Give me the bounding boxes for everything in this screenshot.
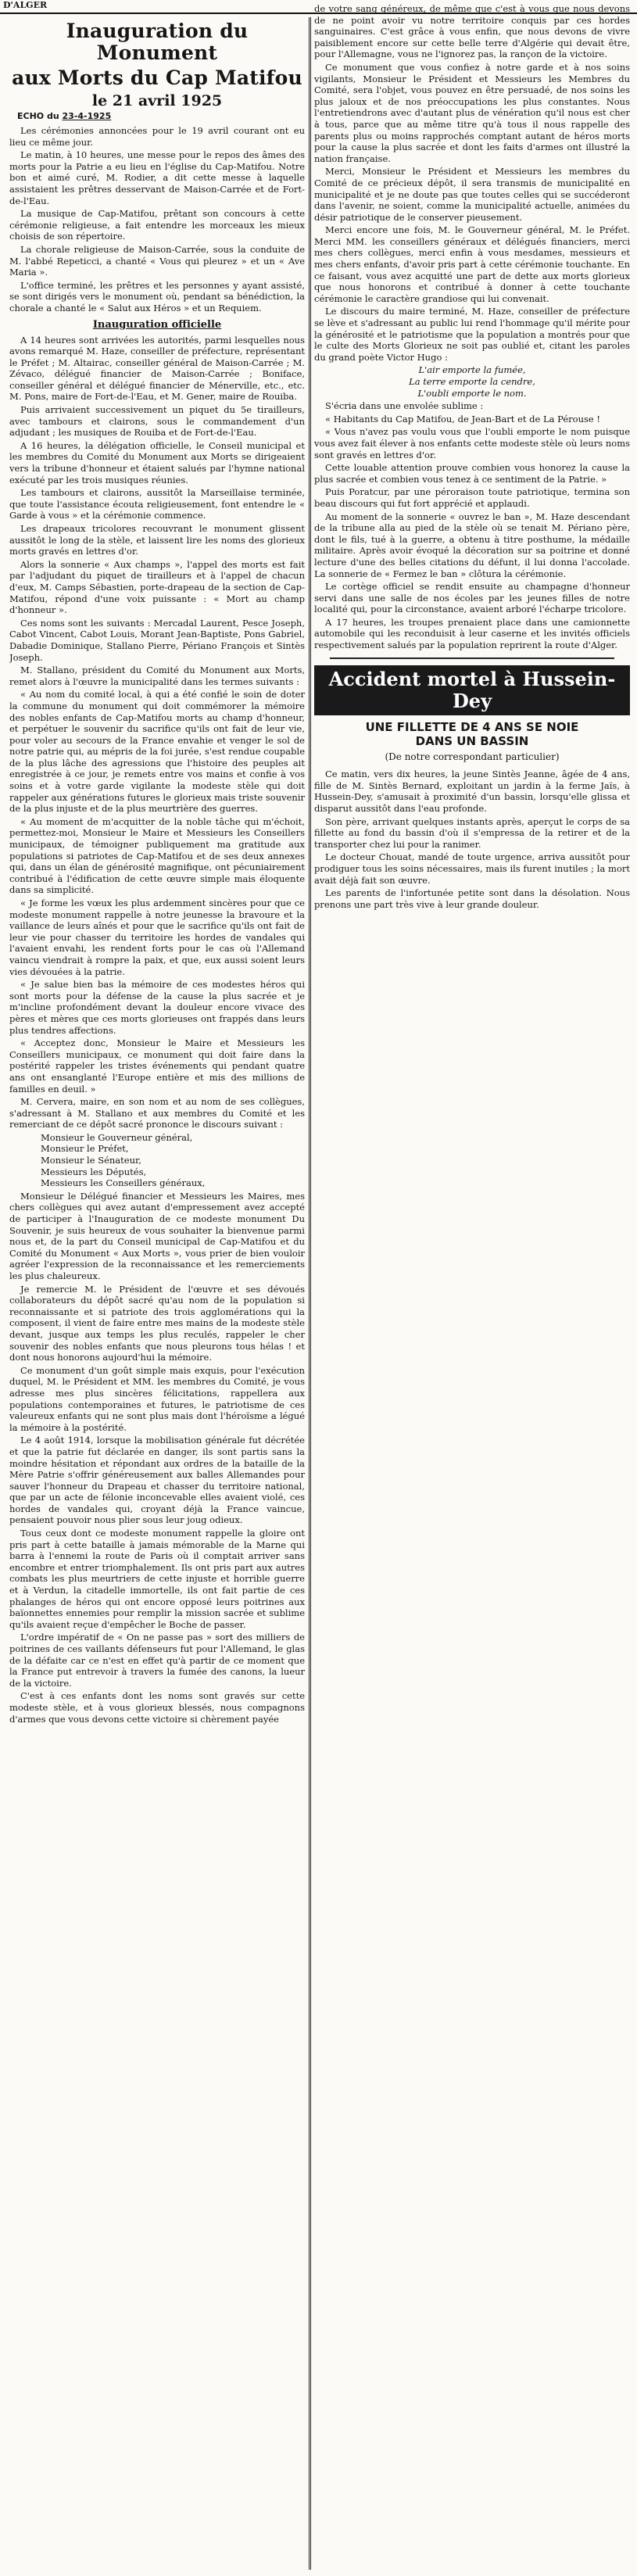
list-item: Messieurs les Conseillers généraux, — [41, 1177, 206, 1189]
paragraph: Ces noms sont les suivants : Mercadal Laurent, Pesce Joseph, Cabot Vincent, Cabot Louis, Morant Jean-Baptiste, Pons Gabriel, Dabadie Dominique, Stallano Pierre, Périano François et Sintès Joseph. — [9, 617, 305, 663]
paragraph: « Je forme les vœux les plus ardemment sincères pour que ce modeste monument rappelle à notre jeunesse la bravoure et la vaillance de leurs aînés et pour que le sacrifice qu'ils ont fait de leur vie pour chasser du territoire les hordes de vandales qui l'avaient envahi, les rendent forts pour le cas où l'Allemand vaincu viendrait à rompre la paix, et que, eux aussi soient leurs vies dévouées à la patrie. — [9, 897, 305, 977]
echo-date: 23-4-1925 — [62, 111, 112, 121]
paragraph: Le cortège officiel se rendit ensuite au champagne d'honneur servi dans une salle de nos écoles par les jeunes filles de notre localité qui, pour la circonstance, avaient arboré l'écharpe tricolore. — [314, 581, 630, 615]
paragraph: Ce matin, vers dix heures, la jeune Sintès Jeanne, âgée de 4 ans, fille de M. Sintès Bernard, exploitant un jardin à la ferme Jaïs, à Hussein-Dey, s'amusait à proximité d'un bassin, lorsqu'elle glissa et disparut aussitôt dans l'eau profonde. — [314, 769, 630, 815]
paragraph: Merci, Monsieur le Président et Messieurs les membres du Comité de ce précieux dépôt, il sera transmis de municipalité en municipalité et je ne doute pas que toutes celles qui se succéderont dans l'avenir, ne soient, comme la municipalité actuelle, animées du désir patriotique de le conserver pieusement. — [314, 166, 630, 223]
paragraph: Ce monument d'un goût simple mais exquis, pour l'exécution duquel, M. le Président et MM. les membres du Comité, je vous adresse mes plus sincères félicitations, rappellera aux populations contemporaines et futures, le patriotisme de ces valeureux enfants qui ne sont plus mais dont l'héroïsme a légué la mémoire à la postérité. — [9, 1364, 305, 1433]
paragraph: Au moment de la sonnerie « ouvrez le ban », M. Haze descendant de la tribune alla au pied de la stèle où se tenait M. Périano père, dont le fils, tué à la guerre, a obtenu à titre posthume, la médaille militaire. Après avoir évoqué la décoration sur sa poitrine et donné lecture d'une des belles citations du défunt, il lui donna l'accolade. La sonnerie de « Fermez le ban » clôtura la cérémonie. — [314, 511, 630, 579]
echo-source — [17, 111, 305, 122]
paragraph: L'office terminé, les prêtres et les personnes y ayant assisté, se sont dirigés vers le monument où, pendant sa bénédiction, la chorale a chanté le « Salut aux Héros » et un Requiem. — [9, 279, 305, 313]
paragraph: de votre sang généreux, de même que c'est à vous que nous devons de ne point avoir vu notre territoire conquis par ces hordes sanguinaires. C'est grâce à vous enfin, que nous devons de vivre paisiblement encore sur cette belle terre d'Algérie qui devait être, pour l'Allemagne, vous ne l'ignorez pas, la rançon de la victoire. — [314, 3, 630, 60]
correspondent-credit: (De notre correspondant particulier) — [385, 751, 560, 762]
article-dateline: le 21 avril 1925 — [91, 92, 223, 109]
masthead: D'ALGER — [0, 0, 637, 14]
section-subheading: Inauguration officielle — [92, 318, 222, 331]
paragraph: A 14 heures sont arrivées les autorités, parmi lesquelles nous avons remarqué M. Haze, conseiller de préfecture, représentant le Préfet ; M. Altairac, conseiller général de Maison-Carrée ; M. Zévaco, délégué financier de Maison-Carrée ; Boniface, conseiller général et délégué financier de Ménerville, etc., etc. M. Pons, maire de Fort-de-l'Eau, et M. Gener, maire de Rouiba. — [9, 334, 305, 403]
paragraph: L'ordre impératif de « On ne passe pas » sort des milliers de poitrines de ces vaillants défenseurs fut pour l'Allemand, le glas de la défaite car ce n'est en effet qu'à partir de ce moment que la France put entrevoir à travers la fumée des canons, la lueur de la victoire. — [9, 1632, 305, 1689]
paragraph: « Au nom du comité local, à qui a été confié le soin de doter la commune du monument qui doit commémorer la mémoire des nobles enfants de Cap-Matifou morts au champ d'honneur, et perpétuer le souvenir du sacrifice qu'ils ont fait de leur vie, pour voler au secours de la France envahie et venger le sol de notre patrie qui, au mépris de la foi jurée, s'est rendue coupable de la plus lâche des agressions que l'histoire des peuples ait enregistrée à ce jour, je remets entre vos mains et confie à vos soins et à votre garde vigilante la modeste stèle qui doit rappeler aux générations futures le glorieux mais triste souvenir de la plus injuste et de la plus meurtrière des guerres. — [9, 689, 305, 815]
list-item: Monsieur le Gouverneur général, — [41, 1131, 193, 1143]
paragraph: A 16 heures, la délégation officielle, le Conseil municipal et les membres du Comité du Monument aux Morts se dirigeaient vers la tribune d'honneur et étaient salués par l'hymne national exécuté par les trois musiques réunies. — [9, 439, 305, 485]
article2-kicker-line1: UNE FILLETTE DE 4 ANS SE NOIE — [365, 719, 579, 734]
paragraph: Le discours du maire terminé, M. Haze, conseiller de préfecture se lève et s'adressant au public lui rend l'hommage qu'il mérite pour la générosité et le patriotisme que la population a montrés pour que le culte des Morts Glorieux ne soit pas oublié et, citant les paroles du grand poète Victor Hugo : — [314, 306, 630, 363]
paragraph: Puis Poratcur, par une péroraison toute patriotique, termina son beau discours qui fut fort apprécié et applaudi. — [314, 486, 630, 509]
paragraph: Tous ceux dont ce modeste monument rappelle la gloire ont pris part à cette bataille à jamais mémorable de la Marne qui barra à l'ennemi la route de Paris où il comptait arriver sans encombre et entrer triomphalement. Ils ont pris part aux autres combats les plus meurtriers de cette injuste et horrible guerre et à Verdun, la citadelle immortelle, ils ont fait partie de ces phalanges de héros qui ont encore opposé leurs poitrines aux baïonnettes ennemies pour remplir la mission sacrée et sublime qu'ils avaient reçue d'empêcher le Boche de passer. — [9, 1528, 305, 1630]
paragraph: Le matin, à 10 heures, une messe pour le repos des âmes des morts pour la Patrie a eu lieu en l'église du Cap-Matifou. Notre bon et aimé curé, M. Rodier, a dit cette messe à laquelle assistaient les prêtres desservant de Maison-Carrée et de Fort-de-l'Eau. — [9, 149, 305, 206]
list-item: Monsieur le Préfet, — [41, 1143, 129, 1155]
paragraph: Les tambours et clairons, aussitôt la Marseillaise terminée, que toute l'assistance écouta religieusement, font entendre le « Garde à vous » et la cérémonie commence. — [9, 487, 305, 521]
paragraph: « Je salue bien bas la mémoire de ces modestes héros qui sont morts pour la défense de la cause la plus sacrée et je m'incline profondément devant la douleur encore vivace des pères et mères que ces morts glorieuses ont frappés dans leurs plus tendres affections. — [9, 979, 305, 1036]
divider — [330, 657, 614, 659]
paragraph: Puis arrivaient successivement un piquet du 5e tirailleurs, avec tambours et clairons, sous le commandement d'un adjudant ; les musiques de Rouiba et de Fort-de-l'Eau. — [9, 404, 305, 439]
paragraph: Cette louable attention prouve combien vous honorez la cause la plus sacrée et combien vous tenez à ce sentiment de la Patrie. » — [314, 462, 630, 485]
paragraph: « Vous n'avez pas voulu vous que l'oubli emporte le nom puisque vous avez fait élever à nos enfants cette modeste stèle où leurs noms sont gravés en lettres d'or. — [314, 426, 630, 460]
paragraph: M. Stallano, président du Comité du Monument aux Morts, remet alors à l'œuvre la municipalité dans les termes suivants : — [9, 665, 305, 687]
paragraph: S'écria dans une envolée sublime : — [325, 400, 484, 412]
echo-label: ECHO du — [17, 111, 59, 121]
paragraph: M. Cervera, maire, en son nom et au nom de ses collègues, s'adressant à M. Stallano et aux membres du Comité et les remerciant de ce dépôt sacré prononce le discours suivant : — [9, 1096, 305, 1130]
left-column — [9, 17, 311, 2570]
paragraph: C'est à ces enfants dont les noms sont gravés sur cette modeste stèle, et à vous glorieux blessés, nous compagnons d'armes que vous devons cette victoire si chèrement payée — [9, 1690, 305, 1725]
paragraph: Ce monument que vous confiez à notre garde et à nos soins vigilants, Monsieur le Président et Messieurs les Membres du Comité, sera l'objet, vous pouvez en être persuadé, de nos soins les plus jaloux et de nos préoccupations les plus constantes. Nous l'entretiendrons avec d'autant plus de vénération qu'il nous est cher à tous, parce que au même titre qu'à tous il nous rappelle des parents plus ou moins rapprochés comptant autant de héros morts pour la cause la plus sacrée et dont les faits d'armes ont illustré la nation française. — [314, 61, 630, 164]
paragraph: Je remercie M. le Président de l'œuvre et ses dévoués collaborateurs du dépôt sacré qu'au nom de la population si reconnaissante et si patriote des trois agglomérations qui la composent, il vient de faire entre mes mains de la modeste stèle devant, jusque aux temps les plus reculés, rappeler le cher souvenir des nobles enfants que nous pleurons tous hélas ! et dont nous honorons aujourd'hui la mémoire. — [9, 1283, 305, 1363]
article2-headline: Accident mortel à Hussein-Dey — [314, 665, 630, 715]
article2-kicker-line2: DANS UN BASSIN — [415, 733, 529, 748]
paragraph: Le 4 août 1914, lorsque la mobilisation générale fut décrétée et que la patrie fut déclarée en danger, ils sont partis sans la moindre hésitation et répondant aux ordres de la bataille de la Mère Patrie s'offrir généreusement aux balles Allemandes pour sauver l'honneur du Drapeau et chasser du territoire national, que par un acte de félonie inconcevable elles avaient violé, ces hordes de vandales qui, croyant déjà la France vaincue, pensaient pouvoir nous plier sous leur joug odieux. — [9, 1435, 305, 1526]
list-item: Monsieur le Sénateur, — [41, 1155, 141, 1166]
verse-line: L'air emporte la fumée, — [418, 364, 526, 376]
paragraph: Le docteur Chouat, mandé de toute urgence, arriva aussitôt pour prodiguer tous les soins nécessaires, mais ils furent inutiles ; la mort avait déjà fait son œuvre. — [314, 851, 630, 886]
article-headline-line1: Inauguration du Monument — [66, 20, 249, 64]
verse-line: La terre emporte la cendre, — [409, 376, 535, 387]
paragraph: Les cérémonies annoncées pour le 19 avril courant ont eu lieu ce même jour. — [9, 125, 305, 148]
paragraph: La chorale religieuse de Maison-Carrée, sous la conduite de M. l'abbé Repeticci, a chanté « Vous qui pleurez » et un « Ave Maria ». — [9, 243, 305, 278]
paragraph: La musique de Cap-Matifou, prêtant son concours à cette cérémonie religieuse, a fait entendre les morceaux les mieux choisis de son répertoire. — [9, 208, 305, 242]
paragraph: « Habitants du Cap Matifou, de Jean-Bart et de La Pérouse ! — [325, 413, 600, 425]
paragraph: Monsieur le Délégué financier et Messieurs les Maires, mes chers collègues qui avez autant d'empressement avez accepté de participer à l'Inauguration de ce modeste monument Du Souvenir, je suis heureux de vous souhaiter la bienvenue parmi nous et, de la part du Conseil municipal de Cap-Matifou et du Comité du Monument « Aux Morts », vous prier de bien vouloir agréer l'expression de la reconnaissance et les remerciements les plus chaleureux. — [9, 1190, 305, 1281]
paragraph: Alors la sonnerie « Aux champs », l'appel des morts est fait par l'adjudant du piquet de tirailleurs et à l'appel de chacun d'eux, M. Camps Sébastien, porte-drapeau de la section de Cap-Matifou, répond d'une voix puissante : « Mort au champ d'honneur ». — [9, 558, 305, 616]
paragraph: Les parents de l'infortunée petite sont dans la désolation. Nous prenons une part très vive à leur grande douleur. — [314, 887, 630, 910]
paragraph: Les drapeaux tricolores recouvrant le monument glissent aussitôt le long de la stèle, et laissent lire les noms des glorieux morts gravés en lettres d'or. — [9, 523, 305, 557]
paragraph: « Au moment de m'acquitter de la noble tâche qui m'échoit, permettez-moi, Monsieur le Maire et Messieurs les Conseillers municipaux, de témoigner publiquement ma gratitude aux populations si patriotes de Cap-Matifou et de ses deux annexes qui, dans un élan de générosité magnifique, ont pécuniairement contribué à l'édification de cette œuvre simple mais éloquente dans sa simplicité. — [9, 815, 305, 896]
right-column — [314, 3, 630, 1919]
paragraph: Merci encore une fois, M. le Gouverneur général, M. le Préfet. Merci MM. les conseillers généraux et délégués financiers, merci mes chers collègues, merci enfin à vous mesdames, messieurs et mes chers enfants, d'avoir pris part à cette cérémonie touchante. En ce faisant, vous avez acquitté une part de dette aux morts glorieux que nous honorons et contribué à donner à cette touchante cérémonie le caractère grandiose qui lui convenait. — [314, 224, 630, 304]
article-headline-line2: aux Morts du Cap Matifou — [12, 66, 302, 89]
paragraph: A 17 heures, les troupes prenaient place dans une camionnette automobile qui les reconduisit à leur caserne et les invités officiels respectivement salués par la population reprirent la route d'Alger. — [314, 616, 630, 651]
paragraph: « Acceptez donc, Monsieur le Maire et Messieurs les Conseillers municipaux, ce monument qui doit faire dans la postérité rappeler les tristes événements qui pendant quatre ans ont ensanglanté l'Europe entière et mis des millions de familles en deuil. » — [9, 1037, 305, 1095]
list-item: Messieurs les Députés, — [41, 1166, 147, 1177]
verse-line: L'oubli emporte le nom. — [417, 387, 527, 399]
salutation-list — [41, 1132, 305, 1189]
paragraph: Son père, arrivant quelques instants après, aperçut le corps de sa fillette au fond du bassin d'où il s'empressa de la retirer et de la transporter chez lui pour la ranimer. — [314, 815, 630, 850]
